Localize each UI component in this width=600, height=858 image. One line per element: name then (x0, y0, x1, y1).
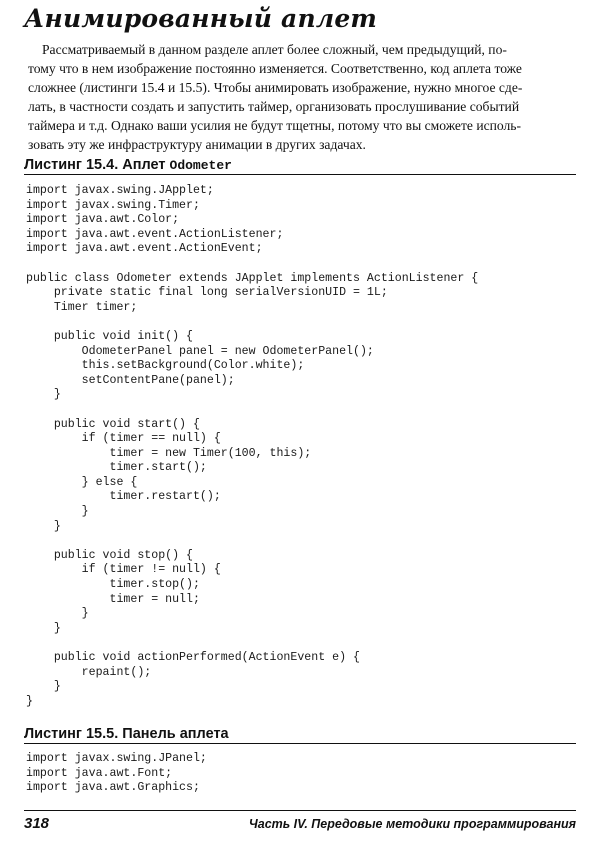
paragraph-line: Рассматриваемый в данном разделе аплет более сложный, чем предыдущий, по- (42, 42, 507, 57)
paragraph-line: сложнее (листинги 15.4 и 15.5). Чтобы анимировать изображение, нужно многое сде- (28, 80, 523, 95)
code-line: public void stop() { (26, 548, 193, 562)
footer-rule (24, 810, 576, 811)
code-line: setContentPane(panel); (26, 373, 235, 387)
paragraph-line: зовать эту же инфраструктуру анимации в других задачах. (28, 137, 366, 152)
code-line: private static final long serialVersionUID = 1L; (26, 286, 388, 300)
code-line: } (26, 505, 89, 519)
code-line: import javax.swing.Timer; (26, 198, 200, 212)
code-line: } (26, 621, 61, 635)
listing-15-5-heading (24, 726, 576, 744)
code-line: import java.awt.Color; (26, 213, 180, 227)
paragraph-line: таймера и т.д. Однако ваши усилия не будут тщетны, потому что вы сможете исполь- (28, 118, 522, 133)
code-line: } (26, 388, 61, 402)
code-line: public class Odometer extends JApplet implements ActionListener { (26, 271, 479, 285)
code-line: timer.stop(); (26, 578, 200, 592)
code-line: } (26, 519, 61, 533)
listing-15-4-heading (24, 157, 576, 175)
code-line: Timer timer; (26, 300, 138, 314)
code-line: public void init() { (26, 329, 193, 343)
code-line: public void start() { (26, 417, 200, 431)
code-line: } (26, 694, 33, 708)
paragraph-line: тому что в нем изображение постоянно изменяется. Соответственно, код аплета тоже (28, 61, 522, 76)
listing-label: Листинг 15.5. Панель аплета (24, 726, 229, 742)
code-line: timer = null; (26, 592, 200, 606)
code-line: repaint(); (26, 665, 152, 679)
code-line: } else { (26, 475, 138, 489)
code-line: import java.awt.event.ActionListener; (26, 227, 284, 241)
code-line: } (26, 607, 89, 621)
code-line: OdometerPanel panel = new OdometerPanel(); (26, 344, 374, 358)
code-line: import javax.swing.JPanel; (26, 752, 207, 765)
code-line: if (timer != null) { (26, 563, 221, 577)
code-line: } (26, 680, 61, 694)
code-line: import java.awt.Font; (26, 766, 173, 780)
listing-15-5-code (26, 752, 207, 796)
listing-15-4-code (26, 184, 478, 709)
code-line: import javax.swing.JApplet; (26, 184, 214, 197)
code-line: public void actionPerformed(ActionEvent e) { (26, 651, 360, 664)
code-line: timer.restart(); (26, 490, 221, 504)
section-title: Анимированный аплет (24, 4, 378, 33)
code-line: import java.awt.event.ActionEvent; (26, 242, 263, 256)
page-number: 318 (24, 815, 50, 832)
code-line: this.setBackground(Color.white); (26, 359, 305, 373)
listing-label: Листинг 15.4. Аплет (24, 157, 170, 173)
intro-paragraph (28, 40, 574, 154)
paragraph-line: лать, в частности создать и запустить таймер, организовать прослушивание событий (28, 99, 520, 114)
code-line: timer.start(); (26, 461, 207, 475)
code-line: import java.awt.Graphics; (26, 781, 200, 795)
listing-class-name: Odometer (169, 158, 232, 173)
code-line: timer = new Timer(100, this); (26, 446, 312, 460)
running-head: Часть IV. Передовые методики программирования (248, 817, 576, 831)
code-line: if (timer == null) { (26, 432, 221, 446)
